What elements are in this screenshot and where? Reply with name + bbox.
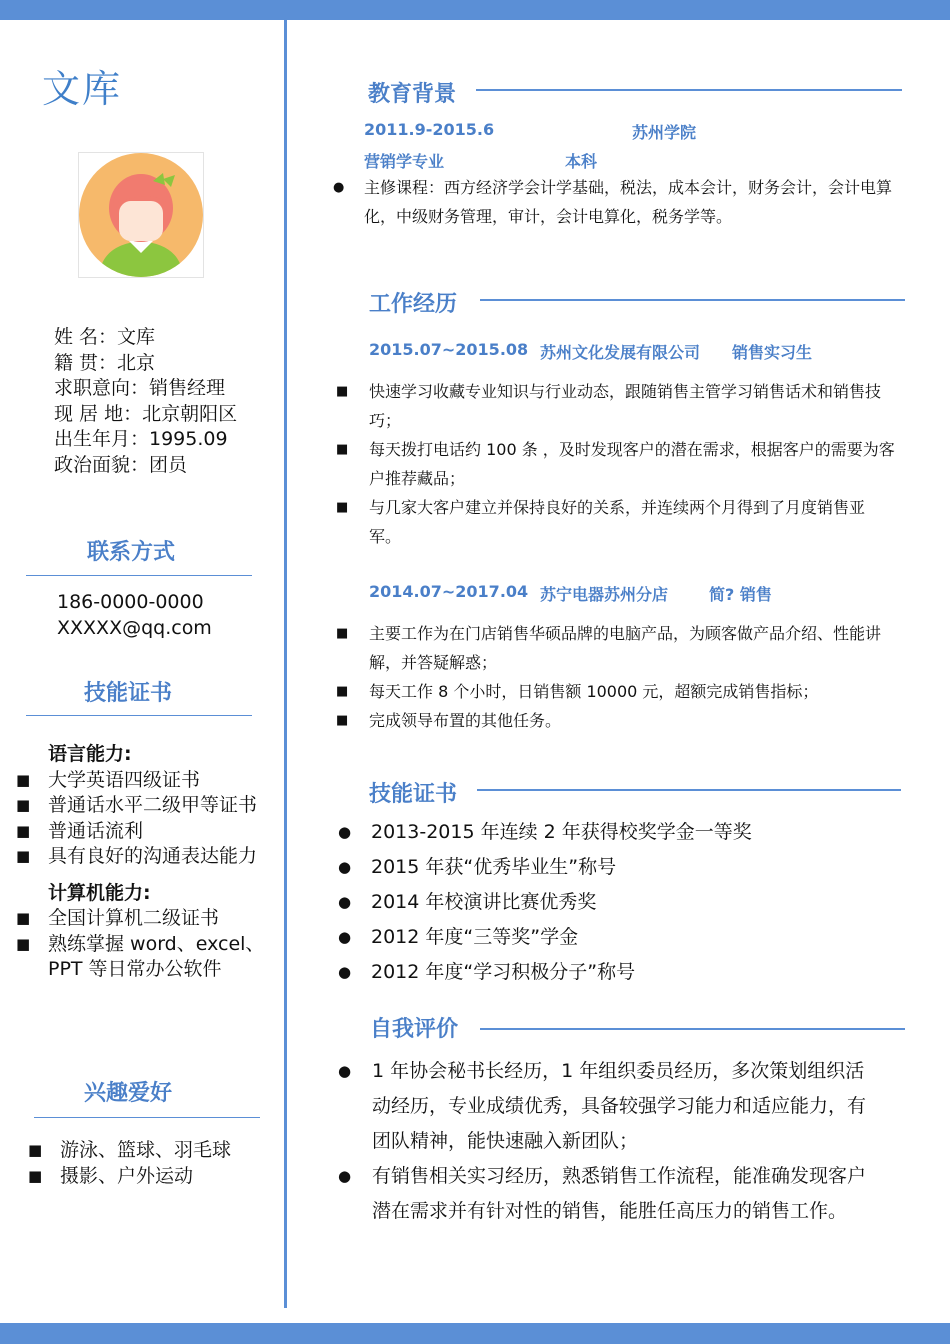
square-bullet-icon: ■ bbox=[16, 770, 31, 789]
square-bullet-icon: ■ bbox=[336, 626, 349, 641]
education-courses: ● 主修课程：西方经济学会计学基础，税法，成本会计，财务会计，会计电算化，中级财务管理，审计，会计电算化，税务学等。 bbox=[333, 173, 893, 231]
list-item: ● 有销售相关实习经历，熟悉销售工作流程，能准确发现客户潜在需求并有针对性的销售，能胜任高压力的销售工作。 bbox=[338, 1159, 878, 1229]
list-item-continuation: PPT 等日常办公软件 bbox=[48, 958, 222, 980]
job2-company: 苏宁电器苏州分店 bbox=[540, 585, 669, 604]
list-item: ■ 每天工作 8 个小时，日销售额 10000 元，超额完成销售指标； bbox=[336, 677, 896, 706]
resume-name: 文库 bbox=[42, 67, 123, 111]
list-item: ● 2014 年校演讲比赛优秀奖 bbox=[338, 885, 898, 920]
list-item: ■ 熟练掌握 word、excel、 bbox=[16, 932, 278, 958]
square-bullet-icon: ■ bbox=[336, 384, 349, 399]
dot-bullet-icon: ● bbox=[338, 1062, 352, 1080]
language-ability-title: 语言能力: bbox=[48, 743, 132, 765]
hobby-heading: 兴趣爱好 bbox=[84, 1081, 173, 1106]
avatar bbox=[78, 152, 204, 278]
list-item: ■ 快速学习收藏专业知识与行业动态，跟随销售主管学习销售话术和销售技巧； bbox=[336, 377, 896, 435]
contact-block bbox=[57, 590, 212, 641]
square-bullet-icon: ■ bbox=[16, 821, 31, 840]
square-bullet-icon: ■ bbox=[16, 847, 31, 865]
square-bullet-icon: ■ bbox=[336, 442, 349, 457]
list-item: ■ 摄影、户外运动 bbox=[28, 1164, 231, 1190]
education-major: 营销学专业 bbox=[364, 152, 445, 171]
contact-rule bbox=[26, 575, 252, 576]
work-rule bbox=[480, 299, 905, 301]
skills-left-heading: 技能证书 bbox=[84, 681, 173, 706]
dot-bullet-icon: ● bbox=[338, 823, 352, 841]
education-school: 苏州学院 bbox=[632, 123, 697, 142]
list-item: ■ 与几家大客户建立并保持良好的关系，并连续两个月得到了月度销售亚军。 bbox=[336, 493, 896, 551]
skills-left-rule bbox=[26, 715, 252, 716]
job1-period: 2015.07~2015.08 bbox=[369, 340, 529, 359]
skills-right-rule bbox=[477, 789, 901, 791]
info-political: 政治面貌：团员 bbox=[54, 453, 188, 476]
hobby-block bbox=[28, 1138, 231, 1189]
info-birth: 出生年月：1995.09 bbox=[54, 428, 228, 450]
personal-info bbox=[54, 325, 237, 478]
list-item: ■ 完成领导布置的其他任务。 bbox=[336, 706, 896, 735]
dot-bullet-icon: ● bbox=[338, 893, 352, 911]
contact-email: XXXXX@qq.com bbox=[57, 616, 212, 639]
avatar-illustration-icon bbox=[79, 153, 203, 277]
square-bullet-icon: ■ bbox=[16, 934, 31, 953]
dot-bullet-icon: ● bbox=[338, 963, 352, 981]
skills-left-block bbox=[16, 742, 278, 983]
square-bullet-icon: ■ bbox=[28, 1166, 43, 1185]
dot-bullet-icon: ● bbox=[338, 858, 352, 876]
skills-right-list bbox=[338, 815, 898, 990]
education-rule bbox=[476, 89, 902, 91]
column-divider bbox=[284, 20, 287, 1308]
info-residence: 现 居 地：北京朝阳区 bbox=[54, 402, 238, 425]
job1-duties bbox=[336, 377, 896, 551]
job2-title: 简? 销售 bbox=[709, 585, 772, 604]
top-accent-bar bbox=[0, 0, 950, 20]
self-eval-list bbox=[338, 1054, 878, 1229]
self-eval-heading: 自我评价 bbox=[370, 1017, 459, 1042]
work-heading: 工作经历 bbox=[369, 292, 458, 317]
info-name: 姓 名：文库 bbox=[54, 326, 156, 348]
self-eval-rule bbox=[480, 1028, 905, 1030]
education-period: 2011.9-2015.6 bbox=[364, 120, 495, 139]
dot-bullet-icon: ● bbox=[338, 928, 352, 946]
job1-company: 苏州文化发展有限公司 bbox=[540, 343, 701, 362]
list-item: ■ 普通话水平二级甲等证书 bbox=[16, 793, 278, 819]
list-item: ● 2013-2015 年连续 2 年获得校奖学金一等奖 bbox=[338, 815, 898, 850]
list-item: ■ 普通话流利 bbox=[16, 819, 278, 845]
list-item: ● 2012 年度“三等奖”学金 bbox=[338, 920, 898, 955]
computer-ability-title: 计算机能力: bbox=[48, 881, 151, 904]
info-hometown: 籍 贯：北京 bbox=[54, 351, 156, 374]
bottom-accent-bar bbox=[0, 1323, 950, 1344]
skills-right-heading: 技能证书 bbox=[369, 782, 458, 807]
education-heading: 教育背景 bbox=[368, 82, 457, 107]
list-item: ● 1 年协会秘书长经历，1 年组织委员经历，多次策划组织活动经历，专业成绩优秀，具备较强学习能力和适应能力，有团队精神，能快速融入新团队； bbox=[338, 1054, 878, 1159]
contact-phone: 186-0000-0000 bbox=[57, 591, 204, 613]
square-bullet-icon: ■ bbox=[16, 796, 31, 814]
list-item: ■ 游泳、篮球、羽毛球 bbox=[28, 1138, 231, 1164]
square-bullet-icon: ■ bbox=[336, 500, 349, 515]
hobby-rule bbox=[34, 1117, 260, 1118]
list-item: ■ 大学英语四级证书 bbox=[16, 768, 278, 794]
list-item: ● 2015 年获“优秀毕业生”称号 bbox=[338, 850, 898, 885]
education-degree: 本科 bbox=[565, 152, 598, 171]
square-bullet-icon: ■ bbox=[28, 1141, 43, 1159]
info-job-intent: 求职意向：销售经理 bbox=[54, 377, 226, 399]
list-item: ● 2012 年度“学习积极分子”称号 bbox=[338, 955, 898, 990]
list-item: ■ 主要工作为在门店销售华硕品牌的电脑产品，为顾客做产品介绍、性能讲解，并答疑解惑； bbox=[336, 619, 896, 677]
square-bullet-icon: ■ bbox=[336, 684, 349, 699]
contact-heading: 联系方式 bbox=[87, 540, 176, 565]
square-bullet-icon: ■ bbox=[336, 713, 349, 728]
job2-duties bbox=[336, 619, 896, 735]
job2-period: 2014.07~2017.04 bbox=[369, 582, 529, 601]
list-item: ■ 每天拨打电话约 100 条 ，及时发现客户的潜在需求，根据客户的需要为客户推荐藏品； bbox=[336, 435, 896, 493]
dot-bullet-icon: ● bbox=[338, 1167, 352, 1185]
job1-title: 销售实习生 bbox=[732, 343, 813, 362]
list-item: ■ 具有良好的沟通表达能力 bbox=[16, 844, 278, 870]
dot-bullet-icon: ● bbox=[333, 180, 345, 195]
square-bullet-icon: ■ bbox=[16, 909, 31, 927]
list-item: ■ 全国计算机二级证书 bbox=[16, 906, 278, 932]
